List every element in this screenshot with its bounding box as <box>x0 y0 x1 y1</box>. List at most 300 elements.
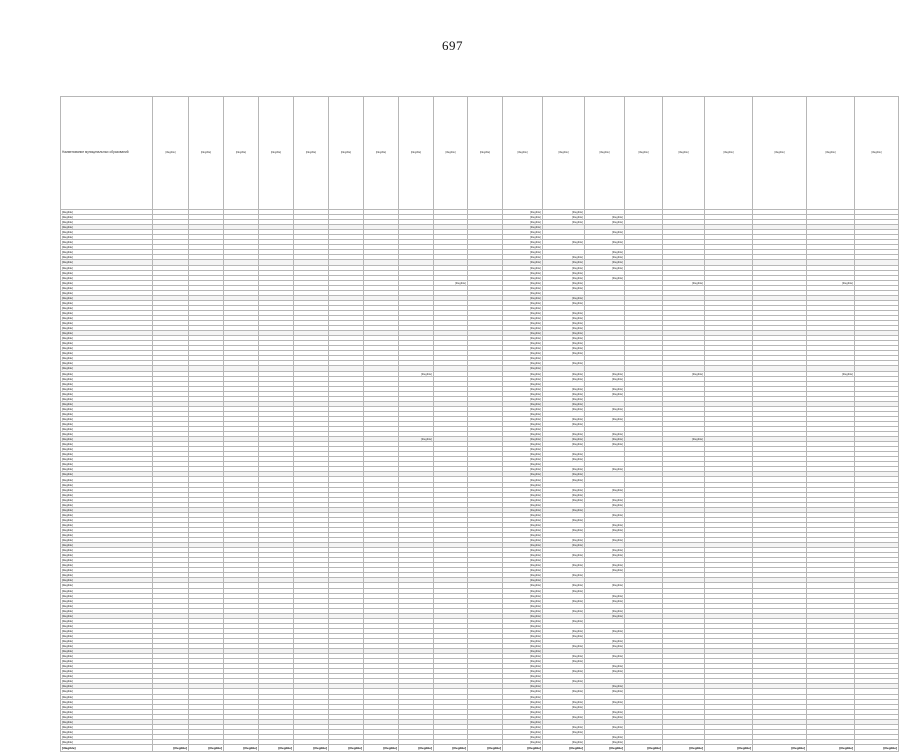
value-cell: [illegible] <box>503 649 543 654</box>
value-cell: [illegible] <box>503 396 543 401</box>
value-cell: [illegible] <box>585 689 625 694</box>
value-cell: [illegible] <box>503 376 543 381</box>
value-cell: [illegible] <box>543 669 585 674</box>
row-name-cell: [illegible] <box>61 366 153 371</box>
value-cell: [illegible] <box>543 583 585 588</box>
row-name-cell: [illegible] <box>61 618 153 623</box>
value-cell: [illegible] <box>543 396 585 401</box>
value-cell: [illegible] <box>503 432 543 437</box>
row-name-cell: [illegible] <box>61 346 153 351</box>
value-cell: [illegible] <box>543 265 585 270</box>
value-cell: [illegible] <box>503 522 543 527</box>
row-name-cell: [illegible] <box>61 492 153 497</box>
value-cell: [illegible] <box>503 588 543 593</box>
value-cell: [illegible] <box>503 310 543 315</box>
row-name-cell: [illegible] <box>61 704 153 709</box>
value-cell: [illegible] <box>503 517 543 522</box>
row-name-cell: [illegible] <box>61 714 153 719</box>
column-header-name: Наименование муниципальных образований <box>61 97 153 210</box>
row-name-cell: [illegible] <box>61 593 153 598</box>
value-cell: [illegible] <box>503 719 543 724</box>
value-cell: [illegible] <box>543 659 585 664</box>
value-cell: [illegible] <box>503 356 543 361</box>
row-name-cell: [illegible] <box>61 709 153 714</box>
value-cell: [illegible] <box>543 416 585 421</box>
value-cell: [illegible] <box>503 598 543 603</box>
row-name-cell: [illegible] <box>61 255 153 260</box>
row-name-cell: [illegible] <box>61 699 153 704</box>
value-cell: [illegible] <box>503 386 543 391</box>
value-cell: [illegible] <box>543 543 585 548</box>
value-cell: [illegible] <box>543 563 585 568</box>
value-cell: [illegible] <box>543 210 585 215</box>
row-name-cell: [illegible] <box>61 664 153 669</box>
column-header: [illegible] <box>434 97 468 210</box>
value-cell: [illegible] <box>585 568 625 573</box>
value-cell: [illegible] <box>503 351 543 356</box>
row-name-cell: [illegible] <box>61 553 153 558</box>
column-header: [illegible] <box>399 97 434 210</box>
value-cell: [illegible] <box>503 659 543 664</box>
value-cell: [illegible] <box>503 462 543 467</box>
value-cell: [illegible] <box>503 210 543 215</box>
value-cell: [illegible] <box>503 664 543 669</box>
value-cell: [illegible] <box>503 593 543 598</box>
value-cell: [illegible] <box>543 255 585 260</box>
value-cell: [illegible] <box>503 245 543 250</box>
value-cell: [illegible] <box>503 315 543 320</box>
total-value-cell: [illegible] <box>625 744 663 751</box>
row-name-cell: [illegible] <box>61 240 153 245</box>
row-name-cell: [illegible] <box>61 300 153 305</box>
value-cell: [illegible] <box>543 608 585 613</box>
value-cell: [illegible] <box>663 371 705 376</box>
row-name-cell: [illegible] <box>61 210 153 215</box>
value-cell: [illegible] <box>585 628 625 633</box>
value-cell: [illegible] <box>585 613 625 618</box>
value-cell: [illegible] <box>543 437 585 442</box>
row-name-cell: [illegible] <box>61 548 153 553</box>
row-name-cell: [illegible] <box>61 462 153 467</box>
value-cell: [illegible] <box>503 336 543 341</box>
row-name-cell: [illegible] <box>61 336 153 341</box>
value-cell: [illegible] <box>503 543 543 548</box>
row-name-cell: [illegible] <box>61 694 153 699</box>
row-name-cell: [illegible] <box>61 331 153 336</box>
value-cell: [illegible] <box>503 583 543 588</box>
row-name-cell: [illegible] <box>61 421 153 426</box>
value-cell: [illegible] <box>543 527 585 532</box>
value-cell: [illegible] <box>543 477 585 482</box>
value-cell: [illegible] <box>503 568 543 573</box>
value-cell: [illegible] <box>503 497 543 502</box>
value-cell: [illegible] <box>503 538 543 543</box>
value-cell: [illegible] <box>503 633 543 638</box>
row-name-cell: [illegible] <box>61 729 153 734</box>
value-cell: [illegible] <box>585 593 625 598</box>
value-cell: [illegible] <box>503 225 543 230</box>
value-cell: [illegible] <box>543 386 585 391</box>
value-cell: [illegible] <box>543 270 585 275</box>
value-cell: [illegible] <box>543 729 585 734</box>
value-cell: [illegible] <box>503 674 543 679</box>
value-cell: [illegible] <box>543 240 585 245</box>
value-cell: [illegible] <box>503 421 543 426</box>
row-name-cell: [illegible] <box>61 245 153 250</box>
row-name-cell: [illegible] <box>61 628 153 633</box>
value-cell: [illegible] <box>503 270 543 275</box>
value-cell: [illegible] <box>543 507 585 512</box>
row-name-cell: [illegible] <box>61 608 153 613</box>
value-cell: [illegible] <box>503 644 543 649</box>
row-name-cell: [illegible] <box>61 472 153 477</box>
value-cell: [illegible] <box>585 598 625 603</box>
row-name-cell: [illegible] <box>61 649 153 654</box>
row-name-cell: [illegible] <box>61 235 153 240</box>
value-cell: [illegible] <box>503 341 543 346</box>
row-name-cell: [illegible] <box>61 361 153 366</box>
value-cell: [illegible] <box>543 275 585 280</box>
value-cell: [illegible] <box>543 633 585 638</box>
row-name-cell: [illegible] <box>61 396 153 401</box>
value-cell: [illegible] <box>543 351 585 356</box>
column-header: [illegible] <box>189 97 224 210</box>
value-cell: [illegible] <box>543 326 585 331</box>
value-cell: [illegible] <box>543 457 585 462</box>
value-cell: [illegible] <box>503 331 543 336</box>
row-name-cell: [illegible] <box>61 416 153 421</box>
value-cell: [illegible] <box>503 300 543 305</box>
value-cell: [illegible] <box>503 457 543 462</box>
value-cell: [illegible] <box>503 553 543 558</box>
value-cell: [illegible] <box>503 527 543 532</box>
total-value-cell: [illegible] <box>364 744 399 751</box>
row-name-cell: [illegible] <box>61 603 153 608</box>
total-value-cell: [illegible] <box>468 744 503 751</box>
value-cell: [illegible] <box>503 684 543 689</box>
value-cell: [illegible] <box>585 406 625 411</box>
column-header: [illegible] <box>153 97 189 210</box>
row-name-cell: [illegible] <box>61 310 153 315</box>
column-header: [illegible] <box>585 97 625 210</box>
value-cell: [illegible] <box>543 391 585 396</box>
row-name-cell: [illegible] <box>61 220 153 225</box>
value-cell: [illegible] <box>543 310 585 315</box>
column-header: [illegible] <box>753 97 807 210</box>
value-cell: [illegible] <box>585 638 625 643</box>
value-cell: [illegible] <box>503 215 543 220</box>
value-cell: [illegible] <box>543 644 585 649</box>
value-cell: [illegible] <box>543 341 585 346</box>
value-cell: [illegible] <box>663 280 705 285</box>
value-cell: [illegible] <box>503 603 543 608</box>
value-cell: [illegible] <box>503 235 543 240</box>
value-cell: [illegible] <box>807 371 855 376</box>
value-cell: [illegible] <box>585 437 625 442</box>
column-header: [illegible] <box>705 97 753 210</box>
value-cell: [illegible] <box>543 598 585 603</box>
row-name-cell: [illegible] <box>61 341 153 346</box>
value-cell: [illegible] <box>585 548 625 553</box>
row-name-cell: [illegible] <box>61 437 153 442</box>
value-cell: [illegible] <box>585 487 625 492</box>
value-cell: [illegible] <box>585 684 625 689</box>
value-cell: [illegible] <box>503 729 543 734</box>
row-name-cell: [illegible] <box>61 351 153 356</box>
value-cell: [illegible] <box>434 280 468 285</box>
value-cell: [illegible] <box>543 553 585 558</box>
value-cell: [illegible] <box>543 704 585 709</box>
value-cell: [illegible] <box>503 265 543 270</box>
value-cell: [illegible] <box>543 628 585 633</box>
value-cell: [illegible] <box>503 295 543 300</box>
row-name-cell: [illegible] <box>61 280 153 285</box>
value-cell: [illegible] <box>503 437 543 442</box>
value-cell: [illegible] <box>399 437 434 442</box>
value-cell: [illegible] <box>585 260 625 265</box>
value-cell: [illegible] <box>503 411 543 416</box>
value-cell: [illegible] <box>503 240 543 245</box>
row-name-cell: [illegible] <box>61 482 153 487</box>
value-cell: [illegible] <box>585 497 625 502</box>
value-cell: [illegible] <box>503 608 543 613</box>
value-cell: [illegible] <box>503 371 543 376</box>
row-name-cell: [illegible] <box>61 230 153 235</box>
row-name-cell: [illegible] <box>61 386 153 391</box>
row-name-cell: [illegible] <box>61 538 153 543</box>
row-name-cell: [illegible] <box>61 321 153 326</box>
row-name-cell: [illegible] <box>61 654 153 659</box>
value-cell: [illegible] <box>543 295 585 300</box>
row-name-cell: [illegible] <box>61 563 153 568</box>
value-cell: [illegible] <box>503 321 543 326</box>
value-cell: [illegible] <box>503 512 543 517</box>
total-value-cell: [illegible] <box>543 744 585 751</box>
value-cell: [illegible] <box>585 371 625 376</box>
value-cell: [illegible] <box>503 482 543 487</box>
row-name-cell: [illegible] <box>61 502 153 507</box>
value-cell: [illegible] <box>543 315 585 320</box>
totals-row <box>61 744 899 751</box>
row-name-cell: [illegible] <box>61 739 153 744</box>
value-cell: [illegible] <box>503 442 543 447</box>
row-name-cell: [illegible] <box>61 427 153 432</box>
value-cell: [illegible] <box>585 265 625 270</box>
value-cell: [illegible] <box>503 305 543 310</box>
row-name-cell: [illegible] <box>61 734 153 739</box>
total-value-cell: [illegible] <box>399 744 434 751</box>
value-cell: [illegible] <box>503 280 543 285</box>
value-cell: [illegible] <box>503 406 543 411</box>
value-cell: [illegible] <box>399 371 434 376</box>
row-name-cell: [illegible] <box>61 381 153 386</box>
row-name-cell: [illegible] <box>61 477 153 482</box>
value-cell: [illegible] <box>503 487 543 492</box>
value-cell: [illegible] <box>543 321 585 326</box>
row-name-cell: [illegible] <box>61 633 153 638</box>
value-cell: [illegible] <box>585 734 625 739</box>
value-cell: [illegible] <box>503 492 543 497</box>
value-cell: [illegible] <box>503 507 543 512</box>
value-cell: [illegible] <box>503 290 543 295</box>
value-cell: [illegible] <box>585 527 625 532</box>
value-cell: [illegible] <box>585 709 625 714</box>
value-cell: [illegible] <box>503 704 543 709</box>
value-cell: [illegible] <box>585 275 625 280</box>
total-value-cell: [illegible] <box>855 744 899 751</box>
total-value-cell: [illegible] <box>753 744 807 751</box>
value-cell: [illegible] <box>503 260 543 265</box>
value-cell: [illegible] <box>503 618 543 623</box>
value-cell: [illegible] <box>503 250 543 255</box>
value-cell: [illegible] <box>503 275 543 280</box>
value-cell: [illegible] <box>807 280 855 285</box>
value-cell: [illegible] <box>543 472 585 477</box>
value-cell: [illegible] <box>503 255 543 260</box>
total-value-cell: [illegible] <box>329 744 364 751</box>
value-cell: [illegible] <box>543 285 585 290</box>
value-cell: [illegible] <box>585 583 625 588</box>
row-name-cell: [illegible] <box>61 507 153 512</box>
value-cell: [illegible] <box>543 517 585 522</box>
value-cell: [illegible] <box>585 432 625 437</box>
column-header: [illegible] <box>364 97 399 210</box>
value-cell: [illegible] <box>585 250 625 255</box>
value-cell: [illegible] <box>543 421 585 426</box>
value-cell: [illegible] <box>503 739 543 744</box>
total-value-cell: [illegible] <box>807 744 855 751</box>
column-header: [illegible] <box>625 97 663 210</box>
value-cell: [illegible] <box>585 538 625 543</box>
row-name-cell: [illegible] <box>61 578 153 583</box>
row-name-cell: [illegible] <box>61 573 153 578</box>
value-cell: [illegible] <box>585 553 625 558</box>
value-cell: [illegible] <box>503 452 543 457</box>
value-cell: [illegible] <box>503 613 543 618</box>
column-header: [illegible] <box>224 97 259 210</box>
value-cell: [illegible] <box>503 623 543 628</box>
value-cell: [illegible] <box>503 220 543 225</box>
value-cell: [illegible] <box>543 497 585 502</box>
value-cell: [illegible] <box>503 714 543 719</box>
value-cell: [illegible] <box>503 346 543 351</box>
value-cell: [illegible] <box>543 215 585 220</box>
value-cell: [illegible] <box>585 644 625 649</box>
value-cell: [illegible] <box>585 522 625 527</box>
column-header: [illegible] <box>503 97 543 210</box>
column-header: [illegible] <box>329 97 364 210</box>
value-cell: [illegible] <box>585 699 625 704</box>
total-value-cell: [illegible] <box>434 744 468 751</box>
value-cell: [illegible] <box>585 724 625 729</box>
row-name-cell: [illegible] <box>61 487 153 492</box>
value-cell: [illegible] <box>503 230 543 235</box>
value-cell: [illegible] <box>585 442 625 447</box>
row-name-cell: [illegible] <box>61 724 153 729</box>
value-cell: [illegible] <box>543 739 585 744</box>
row-name-cell: [illegible] <box>61 432 153 437</box>
value-cell: [illegible] <box>543 573 585 578</box>
value-cell: [illegible] <box>503 427 543 432</box>
value-cell: [illegible] <box>543 679 585 684</box>
value-cell: [illegible] <box>543 346 585 351</box>
value-cell: [illegible] <box>503 447 543 452</box>
value-cell: [illegible] <box>585 386 625 391</box>
value-cell: [illegible] <box>543 361 585 366</box>
value-cell: [illegible] <box>585 416 625 421</box>
table-header <box>61 97 899 210</box>
total-value-cell: [illegible] <box>705 744 753 751</box>
value-cell: [illegible] <box>585 669 625 674</box>
row-name-cell: [illegible] <box>61 265 153 270</box>
total-value-cell: [illegible] <box>189 744 224 751</box>
value-cell: [illegible] <box>503 416 543 421</box>
row-name-cell: [illegible] <box>61 512 153 517</box>
value-cell: [illegible] <box>503 472 543 477</box>
value-cell: [illegible] <box>503 467 543 472</box>
value-cell: [illegible] <box>543 714 585 719</box>
row-name-cell: [illegible] <box>61 270 153 275</box>
value-cell: [illegible] <box>585 714 625 719</box>
value-cell: [illegible] <box>543 588 585 593</box>
value-cell: [illegible] <box>543 371 585 376</box>
value-cell: [illegible] <box>543 432 585 437</box>
value-cell: [illegible] <box>503 734 543 739</box>
row-name-cell: [illegible] <box>61 452 153 457</box>
row-name-cell: [illegible] <box>61 543 153 548</box>
column-header: [illegible] <box>543 97 585 210</box>
value-cell: [illegible] <box>503 401 543 406</box>
value-cell: [illegible] <box>503 654 543 659</box>
value-cell: [illegible] <box>503 699 543 704</box>
row-name-cell: [illegible] <box>61 588 153 593</box>
row-name-cell: [illegible] <box>61 305 153 310</box>
row-name-cell: [illegible] <box>61 406 153 411</box>
value-cell: [illegible] <box>543 654 585 659</box>
value-cell: [illegible] <box>585 512 625 517</box>
value-cell: [illegible] <box>503 366 543 371</box>
value-cell: [illegible] <box>503 381 543 386</box>
value-cell: [illegible] <box>543 689 585 694</box>
value-cell: [illegible] <box>503 563 543 568</box>
row-name-cell: [illegible] <box>61 669 153 674</box>
value-cell: [illegible] <box>543 492 585 497</box>
row-name-cell: [illegible] <box>61 568 153 573</box>
row-name-cell: [illegible] <box>61 674 153 679</box>
value-cell: [illegible] <box>585 376 625 381</box>
header-row <box>61 97 899 210</box>
row-name-cell: [illegible] <box>61 295 153 300</box>
table-footer <box>61 744 899 751</box>
value-cell: [illegible] <box>503 548 543 553</box>
column-header: [illegible] <box>807 97 855 210</box>
value-cell: [illegible] <box>503 502 543 507</box>
row-name-cell: [illegible] <box>61 522 153 527</box>
column-header: [illegible] <box>259 97 294 210</box>
value-cell: [illegible] <box>585 391 625 396</box>
value-cell: [illegible] <box>503 573 543 578</box>
row-name-cell: [illegible] <box>61 457 153 462</box>
value-cell: [illegible] <box>585 215 625 220</box>
value-cell: [illegible] <box>503 477 543 482</box>
row-name-cell: [illegible] <box>61 250 153 255</box>
value-cell: [illegible] <box>543 401 585 406</box>
value-cell: [illegible] <box>543 538 585 543</box>
value-cell: [illegible] <box>503 285 543 290</box>
row-name-cell: [illegible] <box>61 260 153 265</box>
total-value-cell: [illegible] <box>153 744 189 751</box>
row-name-cell: [illegible] <box>61 497 153 502</box>
